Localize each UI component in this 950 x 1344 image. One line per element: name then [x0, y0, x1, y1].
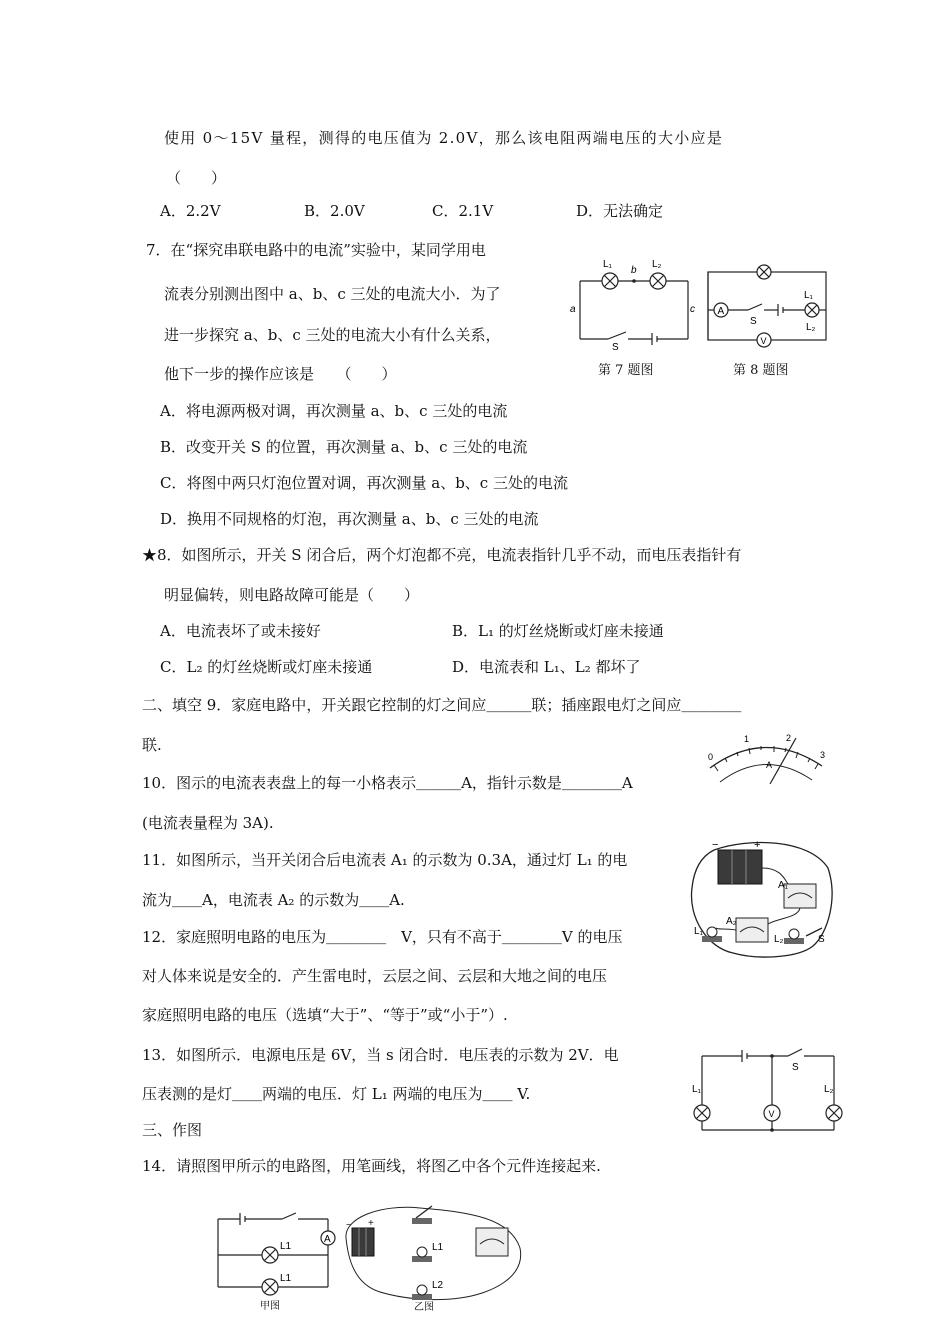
figure-13-circuit [684, 1046, 852, 1136]
q12-stem-line3: 家庭照明电路的电压（选填“大于”、“等于”或“小于”）. [142, 1006, 508, 1024]
q6-option-d: D．无法确定 [576, 202, 664, 220]
q10-stem-line2: (电流表量程为 3A). [142, 814, 274, 832]
fig10-tick-1: 1 [744, 734, 750, 744]
figure-10-ammeter-dial [700, 726, 830, 786]
q7-option-c: C．将图中两只灯泡位置对调，再次测量 a、b、c 三处的电流 [160, 474, 568, 492]
section-3-heading: 三、作图 [142, 1121, 203, 1139]
fig7-label-l1: L₁ [603, 259, 612, 270]
q13-stem-line1: 13．如图所示．电源电压是 6V，当 s 闭合时．电压表的示数为 2V．电 [142, 1046, 619, 1064]
fig11-label-a2: A₂ [726, 916, 737, 927]
fig13-voltmeter-symbol: V [768, 1109, 775, 1119]
q6-stem-line: 使用 0～15V 量程，测得的电压值为 2.0V，那么该电阻两端电压的大小应是 [164, 129, 724, 147]
q8-option-b: B．L₁ 的灯丝烧断或灯座未接通 [452, 622, 664, 640]
q7-option-b: B．改变开关 S 的位置，再次测量 a、b、c 三处的电流 [160, 438, 528, 456]
figure-14-physical-yi [340, 1198, 526, 1312]
q13-stem-line2: 压表测的是灯＿＿两端的电压．灯 L₁ 两端的电压为＿＿ V. [142, 1085, 531, 1103]
q6-option-b: B．2.0V [304, 202, 365, 220]
figure-7-circuit [570, 254, 696, 354]
q7-option-d: D．换用不同规格的灯泡，再次测量 a、b、c 三处的电流 [160, 510, 539, 528]
q8-stem-line2: 明显偏转，则电路故障可能是（ ） [164, 586, 420, 604]
fig11-label-plus: + [754, 839, 761, 851]
fig14b-caption: 乙图 [414, 1302, 434, 1312]
q8-option-d: D．电流表和 L₁、L₂ 都坏了 [452, 658, 641, 676]
q8-option-a: A．电流表坏了或未接好 [160, 622, 321, 640]
fig11-label-l2: L₂ [774, 934, 784, 945]
fig7-label-l2: L₂ [652, 259, 662, 270]
fig8-label-l2: L₂ [806, 322, 816, 333]
q9-stem-line2: 联. [142, 736, 162, 754]
fig14a-label-l1-upper: L1 [280, 1241, 292, 1252]
fig8-label-switch: S [750, 316, 757, 327]
q7-stem-line2: 流表分别测出图中 a、b、c 三处的电流大小．为了 [164, 285, 501, 303]
figure-8-caption: 第 8 题图 [733, 363, 789, 378]
q12-stem-line2: 对人体来说是安全的．产生雷电时，云层之间、云层和大地之间的电压 [142, 967, 608, 985]
q6-option-a: A．2.2V [160, 202, 221, 220]
fig8-voltmeter-symbol: V [760, 336, 767, 346]
q7-stem-line1: 7．在“探究串联电路中的电流”实验中，某同学用电 [146, 241, 486, 259]
fig14a-label-l1-lower: L1 [280, 1273, 292, 1284]
q11-stem-line2: 流为＿＿A，电流表 A₂ 的示数为＿＿A. [142, 891, 405, 909]
fig8-ammeter-symbol: A [717, 306, 725, 317]
fig7-label-c: c [690, 304, 695, 315]
fig11-label-a1: A₁ [778, 880, 789, 891]
q7-stem-line4: 他下一步的操作应该是 （ ） [164, 365, 397, 383]
fig14a-ammeter-symbol: A [324, 1234, 331, 1245]
q6-option-c: C．2.1V [432, 202, 494, 220]
figure-8-circuit [704, 262, 832, 356]
fig13-label-l1: L₁ [692, 1084, 701, 1095]
q11-stem-line1: 11．如图所示，当开关闭合后电流表 A₁ 的示数为 0.3A，通过灯 L₁ 的电 [142, 851, 628, 869]
fig14b-label-l2: L2 [432, 1280, 444, 1291]
fig11-label-l1: L₁ [694, 926, 703, 937]
q8-option-c: C．L₂ 的灯丝烧断或灯座未接通 [160, 658, 373, 676]
figure-7-caption: 第 7 题图 [598, 363, 654, 378]
fig8-label-l1: L₁ [804, 290, 813, 301]
q8-stem-line1: ★8．如图所示，开关 S 闭合后，两个灯泡都不亮，电流表指针几乎不动，而电压表指针有 [142, 546, 742, 564]
fig7-label-a: a [570, 304, 576, 315]
fig13-label-switch: S [792, 1062, 799, 1073]
fig11-label-minus: − [712, 839, 719, 851]
fig14b-label-l1: L1 [432, 1242, 444, 1253]
fig14a-caption: 甲图 [260, 1301, 280, 1312]
q7-option-a: A．将电源两极对调，再次测量 a、b、c 三处的电流 [160, 402, 508, 420]
fig7-label-b: b [631, 265, 637, 276]
svg-text:−: − [346, 1220, 352, 1231]
figure-11-physical-circuit [688, 838, 836, 962]
fig7-label-switch: S [612, 342, 619, 353]
fig10-tick-0: 0 [708, 752, 714, 762]
fig11-label-s: S [818, 934, 825, 945]
fig10-unit: A [766, 760, 773, 770]
q10-stem-line1: 10．图示的电流表表盘上的每一小格表示＿＿＿A，指针示数是＿＿＿＿A [142, 774, 633, 792]
q12-stem-line1: 12．家庭照明电路的电压为＿＿＿＿ V，只有不高于＿＿＿＿V 的电压 [142, 928, 623, 946]
fig10-tick-3: 3 [820, 750, 826, 760]
fig13-label-l2: L₂ [824, 1084, 834, 1095]
svg-text:+: + [368, 1218, 374, 1229]
q6-answer-blank: （ ） [166, 169, 227, 187]
fig10-tick-2: 2 [786, 733, 792, 743]
figure-14-schematic-jia [206, 1205, 338, 1313]
q7-stem-line3: 进一步探究 a、b、c 三处的电流大小有什么关系， [164, 326, 501, 344]
q9-stem-line1: 二、填空 9．家庭电路中，开关跟它控制的灯之间应＿＿＿联；插座跟电灯之间应＿＿＿＿ [142, 696, 742, 714]
q14-stem: 14．请照图甲所示的电路图，用笔画线，将图乙中各个元件连接起来. [142, 1157, 601, 1175]
